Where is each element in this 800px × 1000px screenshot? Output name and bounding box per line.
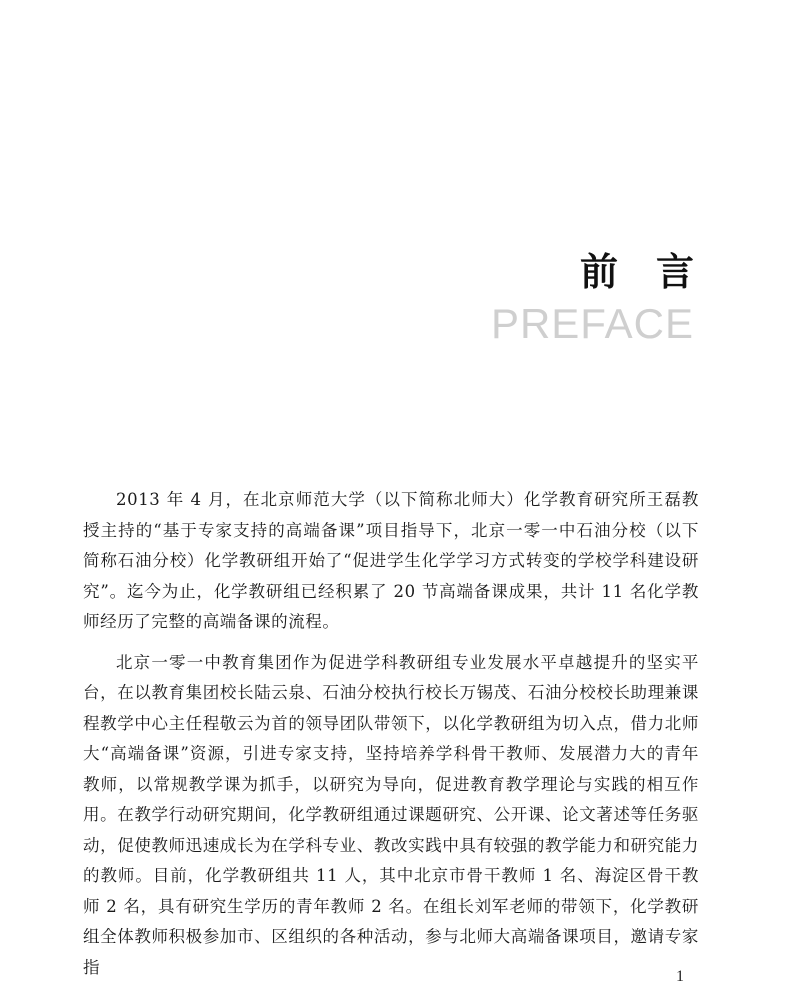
paragraph-1: 2013 年 4 月，在北京师范大学（以下简称北师大）化学教育研究所王磊教授主持的“基于专家支持的高端备课”项目指导下，北京一零一中石油分校（以下简称石油分校）化学教研组开始了“促进学生化学学习方式转变的学校学科建设研究”。迄今为止，化学教研组已经积累了 20 节高端备课成果，共计 11 名化学教师经历了完整的高端备课的流程。 [83,490,699,631]
preface-body [83,485,699,993]
chapter-title-english: PREFACE [490,300,694,347]
paragraph-2: 北京一零一中教育集团作为促进学科教研组专业发展水平卓越提升的坚实平台，在以教育集团校长陆云泉、石油分校执行校长万锡茂、石油分校校长助理兼课程教学中心主任程敬云为首的领导团队带领下，以化学教研组为切入点，借力北师大“高端备课”资源，引进专家支持，坚持培养学科骨干教师、发展潜力大的青年教师，以常规教学课为抓手，以研究为导向，促进教育教学理论与实践的相互作用。在教学行动研究期间，化学教研组通过课题研究、公开课、论文著述等任务驱动，促使教师迅速成长为在学科专业、教改实践中具有较强的教学能力和研究能力的教师。目前，化学教研组共 11 人，其中北京市骨干教师 1 名、海淀区骨干教师 2 名，具有研究生学历的青年教师 2 名。在组长刘军老师的带领下，化学教研组全体教师积极参加市、区组织的各种活动，参与北师大高端备课项目，邀请专家指 [83,652,699,977]
chapter-heading [490,248,732,348]
page-number: 1 [676,968,684,985]
chapter-title-chinese: 前言 [579,250,732,294]
